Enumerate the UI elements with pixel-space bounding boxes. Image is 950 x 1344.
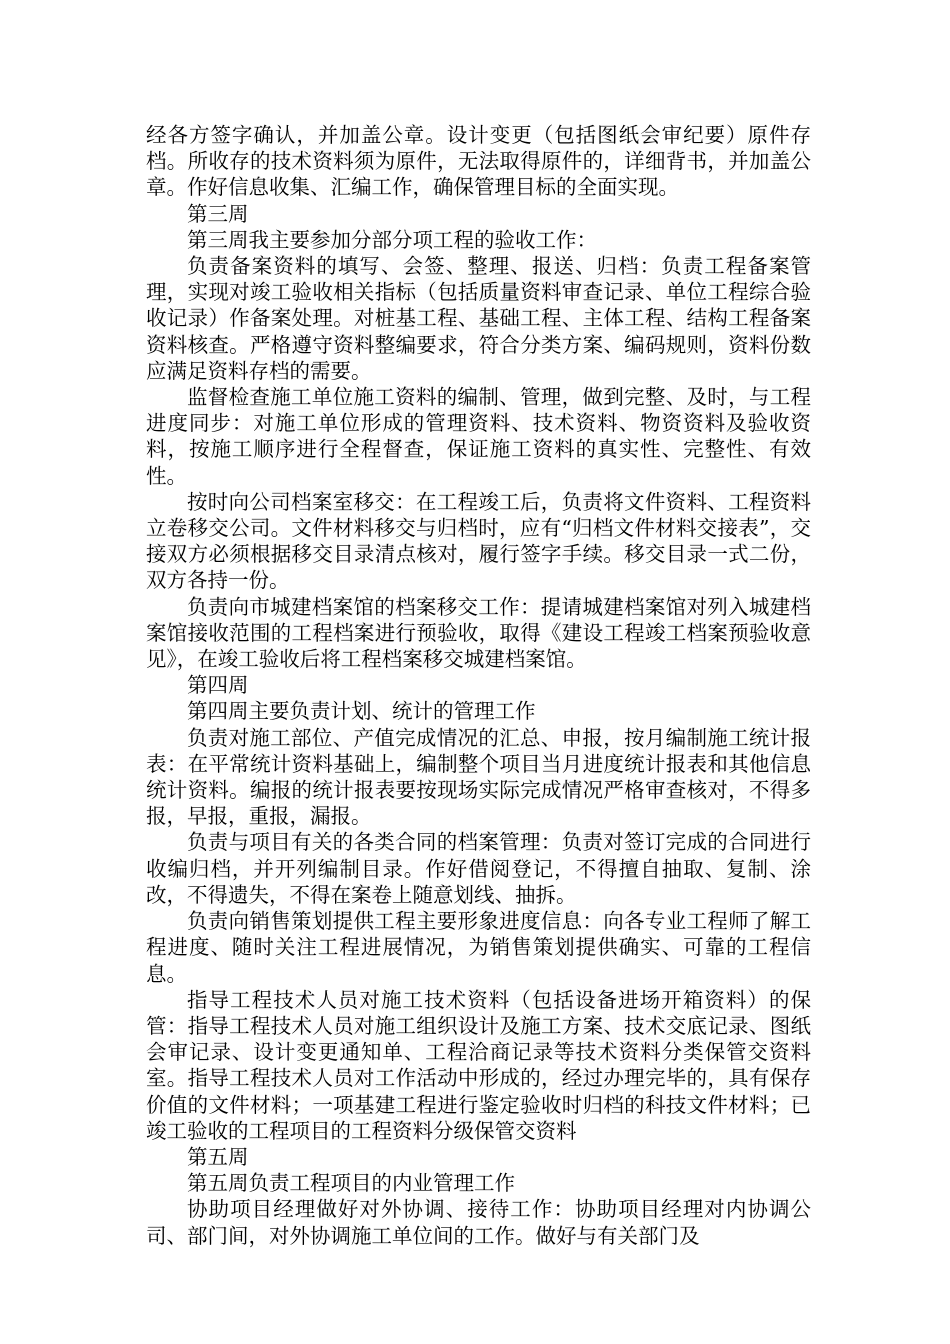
section-heading-week-3: 第三周: [187, 201, 249, 226]
paragraph: 第四周主要负责计划、统计的管理工作: [187, 699, 536, 724]
paragraph: 负责向市城建档案馆的档案移交工作：提请城建档案馆对列入城建档案馆接收范围的工程档案进行预验收，取得《建设工程竣工档案预验收意见》，在竣工验收后将工程档案移交城建档案馆。: [146, 594, 811, 672]
paragraph: 负责与项目有关的各类合同的档案管理：负责对签订完成的合同进行收编归档，并开列编制目录。作好借阅登记，不得擅自抽取、复制、涂改，不得遗失，不得在案卷上随意划线、抽拆。: [146, 830, 811, 907]
paragraph: 负责对施工部位、产值完成情况的汇总、申报，按月编制施工统计报表：在平常统计资料基础上，编制整个项目当月进度统计报表和其他信息统计资料。编报的统计报表要按现场实际完成情况严格审查核对，不得多报，早报，重报，漏报。: [146, 725, 811, 829]
paragraph-continuation: 经各方签字确认，并加盖公章。设计变更（包括图纸会审纪要）原件存档。所收存的技术资料须为原件，无法取得原件的，详细背书，并加盖公章。作好信息收集、汇编工作，确保管理目标的全面实现。: [146, 123, 811, 200]
paragraph: 协助项目经理做好对外协调、接待工作：协助项目经理对内协调公司、部门间，对外协调施工单位间的工作。做好与有关部门及: [146, 1197, 811, 1248]
paragraph: 第三周我主要参加分部分项工程的验收工作：: [187, 227, 597, 252]
paragraph: 负责备案资料的填写、会签、整理、报送、归档：负责工程备案管理，实现对竣工验收相关指标（包括质量资料审查记录、单位工程综合验收记录）作备案处理。对桩基工程、基础工程、主体工程、结构工程备案资料核查。严格遵守资料整编要求，符合分类方案、编码规则，资料份数应满足资料存档的需要。: [146, 254, 811, 383]
paragraph: 按时向公司档案室移交：在工程竣工后，负责将文件资料、工程资料立卷移交公司。文件材料移交与归档时，应有“归档文件材料交接表”，交接双方必须根据移交目录清点核对，履行签字手续。移交目录一式二份，双方各持一份。: [146, 489, 811, 593]
section-heading-week-5: 第五周: [187, 1144, 249, 1169]
paragraph: 负责向销售策划提供工程主要形象进度信息：向各专业工程师了解工程进度、随时关注工程进展情况，为销售策划提供确实、可靠的工程信息。: [146, 909, 811, 986]
paragraph: 指导工程技术人员对施工技术资料（包括设备进场开箱资料）的保管：指导工程技术人员对施工组织设计及施工方案、技术交底记录、图纸会审记录、设计变更通知单、工程洽商记录等技术资料分类保管交资料室。指导工程技术人员对工作活动中形成的，经过办理完毕的，具有保存价值的文件材料；一项基建工程进行鉴定验收时归档的科技文件材料；已竣工验收的工程项目的工程资料分级保管交资料: [146, 987, 811, 1143]
paragraph: 监督检查施工单位施工资料的编制、管理，做到完整、及时，与工程进度同步：对施工单位形成的管理资料、技术资料、物资资料及验收资料，按施工顺序进行全程督查，保证施工资料的真实性、完整性、有效性。: [146, 385, 811, 488]
section-heading-week-4: 第四周: [187, 673, 249, 698]
document-page: [146, 122, 811, 1249]
paragraph: 第五周负责工程项目的内业管理工作: [187, 1171, 515, 1196]
